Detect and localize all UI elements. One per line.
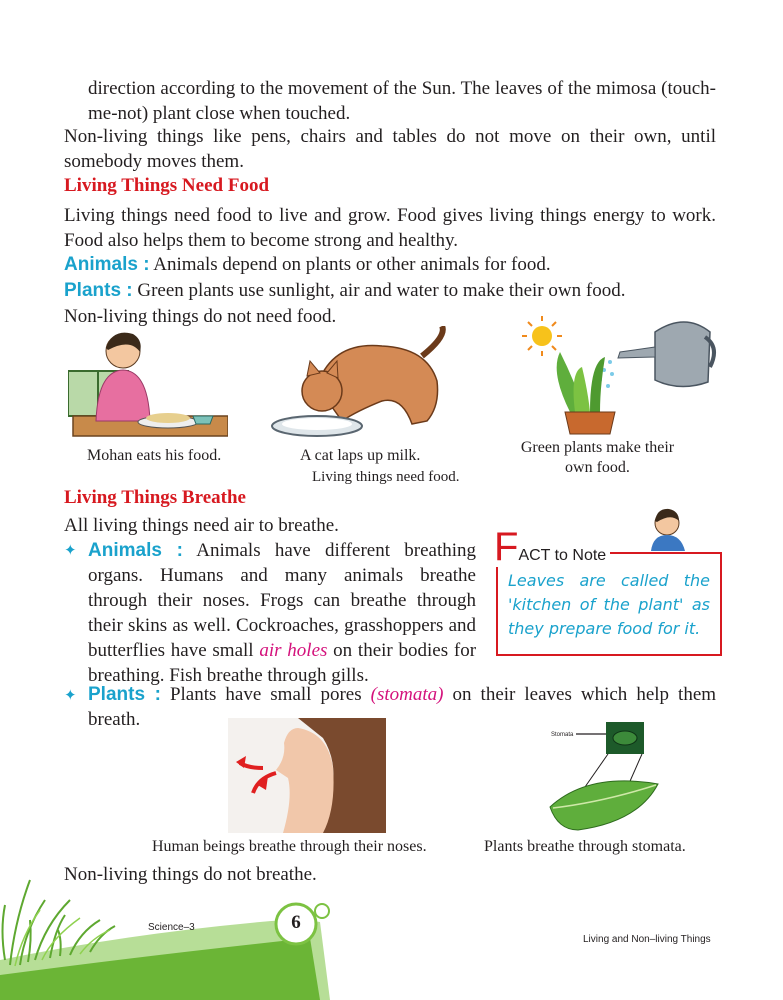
thinking-boy-illustration <box>645 503 690 551</box>
bullet-animals-icon: ✦ <box>64 543 77 559</box>
food-plants-term: Plants : <box>64 280 133 301</box>
breathe-animals-paragraph <box>88 538 476 688</box>
footer-book-title: Science–3 <box>148 922 195 933</box>
leaf-stomata-photo <box>548 722 668 834</box>
caption-leaf: Plants breathe through stomata. <box>484 838 686 855</box>
stomata-label: Stomata <box>551 732 574 738</box>
food-animals-line <box>64 252 724 277</box>
breathe-plants-text-a: Plants have small pores <box>169 684 362 705</box>
breathe-heading: Living Things Breathe <box>64 487 246 508</box>
caption-boy: Mohan eats his food. <box>87 447 222 464</box>
plant-watering-illustration <box>520 312 720 437</box>
food-plants-line <box>64 278 744 303</box>
stomata-highlight: (stomata) <box>370 684 444 705</box>
cat-milk-illustration <box>262 326 452 446</box>
breathe-plants-text-b: on their leaves which help them breath. <box>88 684 717 730</box>
caption-group: Living things need food. <box>312 469 460 485</box>
boy-eating-illustration <box>68 326 228 441</box>
fact-title-rest: ACT to Note <box>518 547 607 564</box>
food-animals-text: Animals depend on plants or other animals for food. <box>153 254 551 275</box>
breathe-nonliving: Non-living things do not breathe. <box>64 864 317 885</box>
grass-footer-decoration <box>0 860 783 1000</box>
caption-human: Human beings breathe through their noses. <box>152 838 427 855</box>
intro-nonliving-move: Non-living things like pens, chairs and tables do not move on their own, until somebody moves them. <box>64 126 716 172</box>
intro-continuation: direction according to the movement of the Sun. The leaves of the mimosa (touch-me-not) plant close when touched. <box>88 78 716 124</box>
page-number: 6 <box>291 912 301 933</box>
breathe-animals-term: Animals : <box>88 540 184 561</box>
caption-plant: Green plants make their own food. <box>520 439 675 476</box>
fact-title-initial: F <box>494 525 519 569</box>
food-heading: Living Things Need Food <box>64 175 270 196</box>
food-animals-term: Animals : <box>64 254 150 275</box>
bullet-plants-icon: ✦ <box>64 688 77 704</box>
human-breathing-photo <box>228 718 386 833</box>
air-holes-highlight: air holes <box>259 640 328 661</box>
footer-chapter-title: Living and Non–living Things <box>583 934 711 945</box>
breathe-animals-text-b: on their bodies for breathing. Fish breathe through gills. <box>88 640 477 686</box>
breathe-animals-text-a: Animals have different breathing organs. Humans and many animals breathe through their noses. Frogs can breathe through their skins as well. Cockroaches, grasshoppers and butterflies have small <box>88 540 476 661</box>
caption-cat: A cat laps up milk. <box>300 447 421 464</box>
fact-text: Leaves are called the 'kitchen of the plant' as they prepare food for it. <box>508 571 710 638</box>
food-body: Living things need food to live and grow. Food gives living things energy to work. Food also helps them to become strong and healthy. <box>64 205 716 251</box>
breathe-plants-term: Plants : <box>88 684 161 705</box>
fact-title <box>492 527 610 567</box>
breathe-intro: All living things need air to breathe. <box>64 515 339 536</box>
food-plants-text: Green plants use sunlight, air and water to make their own food. <box>137 280 626 301</box>
food-nonliving: Non-living things do not need food. <box>64 306 337 327</box>
